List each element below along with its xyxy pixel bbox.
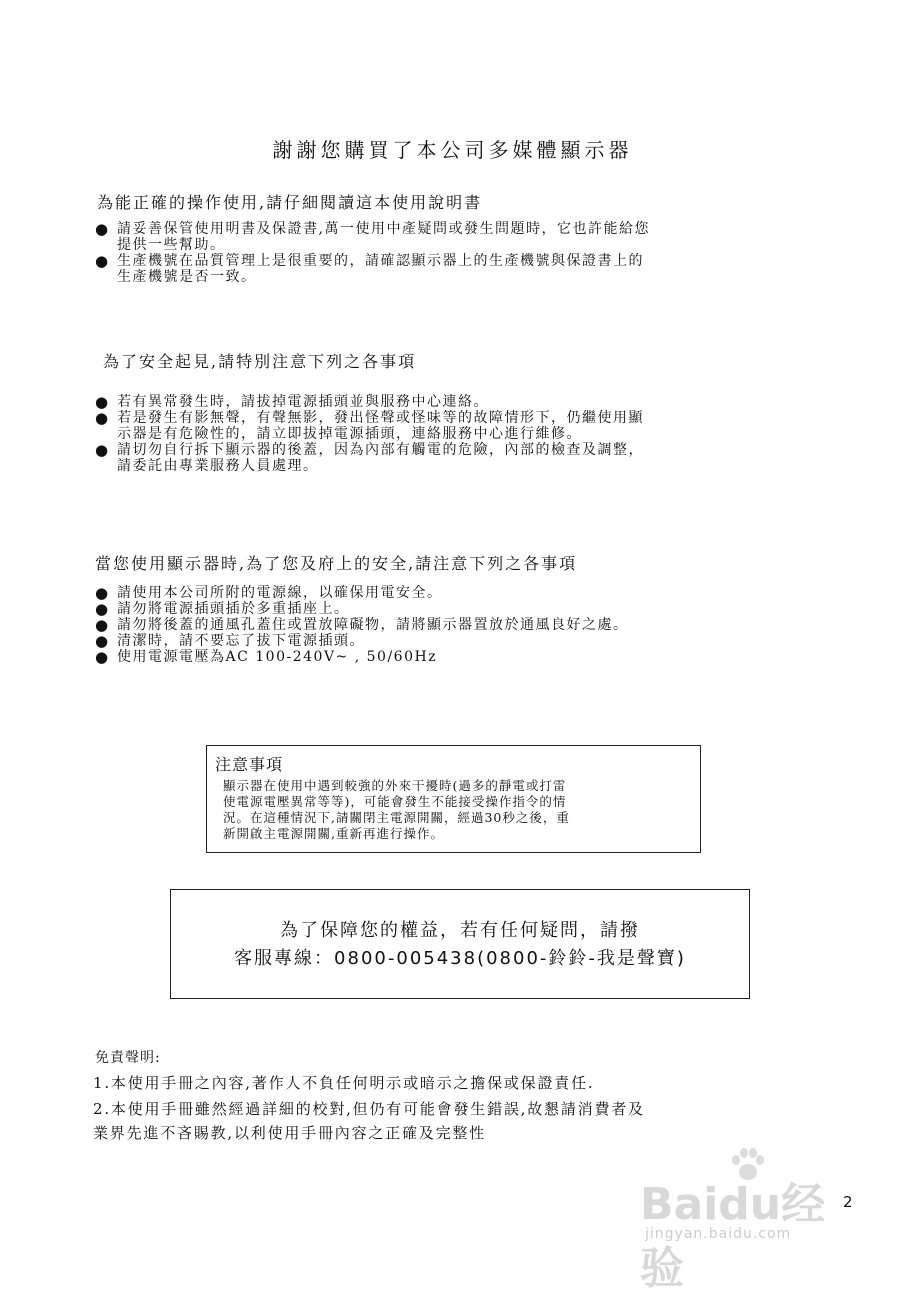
section2-heading: 為了安全起見,請特別注意下列之各事項 bbox=[103, 352, 417, 371]
bullet-icon: ● bbox=[95, 616, 110, 634]
section1-heading: 為能正確的操作使用,請仔細閱讀這本使用說明書 bbox=[97, 193, 483, 212]
bullet-icon: ● bbox=[95, 584, 110, 602]
list-item: ● 請勿將電源插頭插於多重插座上。 bbox=[95, 600, 350, 618]
list-item: ● 生產機號在品質管理上是很重要的，請確認顯示器上的生產機號與保證書上的 生產機號是否一致。 bbox=[95, 252, 644, 285]
bullet-icon: ● bbox=[95, 393, 110, 411]
bullet-icon: ● bbox=[95, 409, 110, 427]
watermark bbox=[640, 1148, 840, 1294]
list-item: ● 請切勿自行拆下顯示器的後蓋，因為內部有觸電的危險，內部的檢查及調整， 請委託由專業服務人員處理。 bbox=[95, 441, 644, 474]
page-number: 2 bbox=[843, 1193, 853, 1211]
bullet-icon: ● bbox=[95, 252, 110, 270]
bullet-icon: ● bbox=[95, 600, 110, 618]
section1-list bbox=[95, 221, 650, 285]
hotline-line1: 為了保障您的權益，若有任何疑問，請撥 bbox=[280, 920, 640, 941]
list-item: ● 使用電源電壓為AC 100-240V~ , 50/60Hz bbox=[95, 648, 438, 666]
section3-heading: 當您使用顯示器時,為了您及府上的安全,請注意下列之各事項 bbox=[95, 554, 578, 573]
watermark-url: jingyan.baidu.com bbox=[645, 1226, 792, 1242]
disclaimer-title: 免責聲明: bbox=[95, 1050, 161, 1066]
section3-list bbox=[95, 585, 629, 665]
watermark-brand: Baidu经验 bbox=[640, 1179, 826, 1294]
disclaimer-item-1: 1.本使用手冊之內容,著作人不負任何明示或暗示之擔保或保證責任. bbox=[93, 1074, 595, 1092]
section2-list bbox=[95, 394, 644, 474]
bullet-icon: ● bbox=[95, 648, 110, 666]
list-item: ● 若有異常發生時，請拔掉電源插頭並與服務中心連絡。 bbox=[95, 393, 489, 411]
bullet-icon: ● bbox=[95, 632, 110, 650]
page-title: 謝謝您購買了本公司多媒體顯示器 bbox=[272, 138, 633, 162]
notice-box bbox=[206, 745, 701, 853]
list-item: ● 清潔時，請不要忘了拔下電源插頭。 bbox=[95, 632, 365, 650]
notice-body: 顯示器在使用中遇到較強的外來干擾時(過多的靜電或打雷 使電源電壓異常等等)，可能會發生不能接受操作指令的情 況。在這種情況下,請關閉主電源開關，經過30秒之後，重 新開啟主電源開關,重新再進行操作。 bbox=[223, 778, 570, 841]
disclaimer-item-2: 2.本使用手冊雖然經過詳細的校對,但仍有可能會發生錯誤,故懇請消費者及 業界先進不吝賜教,以利使用手冊內容之正確及完整性 bbox=[93, 1100, 645, 1142]
hotline-box bbox=[170, 889, 750, 999]
notice-title: 注意事項 bbox=[215, 755, 284, 774]
bullet-icon: ● bbox=[95, 220, 110, 238]
list-item: ● 若是發生有影無聲，有聲無影，發出怪聲或怪味等的故障情形下，仍繼使用顯 示器是有危險性的，請立即拔掉電源插頭，連絡服務中心進行維修。 bbox=[95, 409, 644, 442]
bullet-icon: ● bbox=[95, 441, 110, 459]
list-item: ● 請使用本公司所附的電源線，以確保用電安全。 bbox=[95, 584, 443, 602]
list-item: ● 請妥善保管使用明書及保證書,萬一使用中產疑問或發生問題時，它也許能給您 提供一些幫助。 bbox=[95, 220, 650, 253]
list-item: ● 請勿將後蓋的通風孔蓋住或置放障礙物，請將顯示器置放於通風良好之處。 bbox=[95, 616, 629, 634]
hotline-line2: 客服專線：0800-005438(0800-鈴鈴-我是聲寶) bbox=[234, 948, 686, 969]
